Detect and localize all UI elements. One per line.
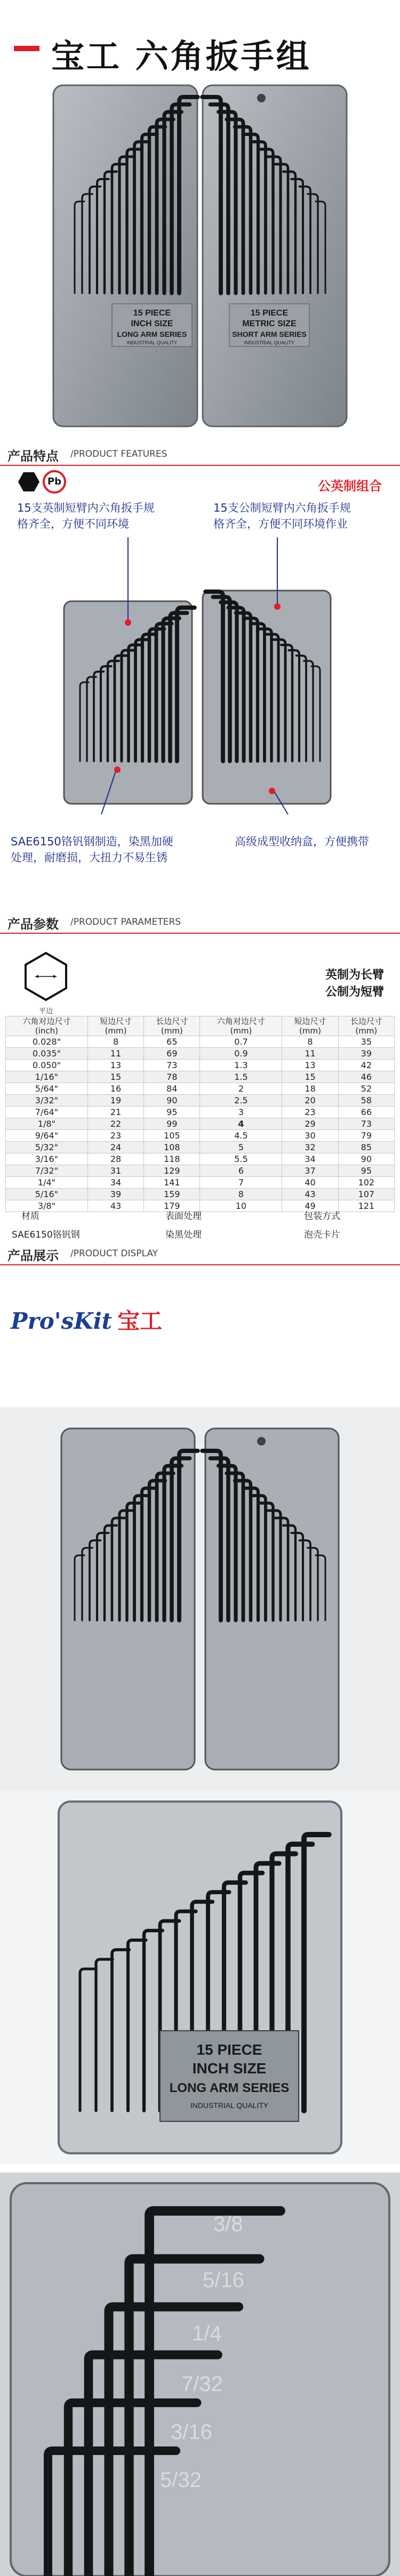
- spec-table-row: [6, 1118, 395, 1130]
- surface-value: 染黑处理: [165, 1230, 202, 1240]
- case-label-line1: 15 PIECE: [250, 309, 289, 318]
- section-title-zh: 产品特点: [7, 449, 59, 464]
- header-cell: 长边尺寸 (mm): [338, 1016, 394, 1036]
- section-header-parameters: [0, 910, 400, 934]
- spec-cell: 49: [282, 1200, 338, 1212]
- spec-cell: 95: [144, 1107, 200, 1118]
- spec-cell: 46: [338, 1071, 394, 1083]
- features-panel: [0, 468, 400, 910]
- spec-table-row: [6, 1048, 395, 1060]
- spec-cell: 18: [282, 1083, 338, 1095]
- note-line: 15支英制短臂内六角扳手规: [17, 502, 155, 514]
- section-title-en: /PRODUCT FEATURES: [70, 449, 167, 459]
- spec-cell: 5/16": [6, 1189, 88, 1200]
- hex-size-diagram: [19, 950, 73, 1015]
- proskit-logo: [11, 1304, 162, 1336]
- spec-cell: 5/64": [6, 1083, 88, 1095]
- spec-cell: 0.035": [6, 1048, 88, 1060]
- spec-cell: 30: [282, 1130, 338, 1142]
- spec-cell: 0.9: [200, 1048, 282, 1060]
- spec-cell: 13: [87, 1060, 143, 1071]
- case-label-line4: INDUSTRIAL QUALITY: [126, 340, 178, 345]
- section-header-display: [0, 1242, 400, 1265]
- callout-dot: [269, 788, 275, 794]
- spec-cell: 7/32": [6, 1165, 88, 1177]
- spec-cell: 43: [282, 1189, 338, 1200]
- note-metric-set: [213, 500, 351, 532]
- spec-cell: 35: [338, 1036, 394, 1048]
- note-line: 格齐全，方便不同环境: [17, 518, 129, 530]
- material-value-row: [5, 1224, 395, 1242]
- spec-cell: 102: [338, 1177, 394, 1189]
- display-photo-closed-case: [0, 1791, 400, 2164]
- spec-cell: 108: [144, 1142, 200, 1153]
- header-cell: 短边尺寸 (mm): [87, 1016, 143, 1036]
- spec-cell: 129: [144, 1165, 200, 1177]
- spec-cell: 179: [144, 1200, 200, 1212]
- spec-cell: 34: [282, 1153, 338, 1165]
- callout-dot: [114, 766, 121, 773]
- spec-cell: 39: [338, 1048, 394, 1060]
- header-cell: 长边尺寸 (mm): [144, 1016, 200, 1036]
- spec-cell: 107: [338, 1189, 394, 1200]
- note-line: 处理，耐磨损，大扭力不易生锈: [11, 851, 167, 864]
- spec-cell: 0.050": [6, 1060, 88, 1071]
- spec-cell: 37: [282, 1165, 338, 1177]
- spec-cell: 3/8": [6, 1200, 88, 1212]
- material-value: SAE6150铬钒钢: [12, 1230, 80, 1240]
- closed-card-line4: INDUSTRIAL QUALITY: [190, 2101, 269, 2110]
- spec-cell: 84: [144, 1083, 200, 1095]
- spec-cell: 32: [282, 1142, 338, 1153]
- case-label-line4: INDUSTRIAL QUALITY: [244, 340, 295, 345]
- closeup-mark: 5/16: [203, 2268, 244, 2292]
- page-header: [0, 0, 400, 80]
- spec-cell: 65: [144, 1036, 200, 1048]
- spec-table-row: [6, 1036, 395, 1048]
- section-header-features: [0, 442, 400, 466]
- spec-cell: 5: [200, 1142, 282, 1153]
- section-title-en: /PRODUCT PARAMETERS: [70, 917, 181, 927]
- hex-outline-icon: [19, 950, 73, 1003]
- spec-cell: 3: [200, 1107, 282, 1118]
- spec-cell: 15: [282, 1071, 338, 1083]
- section-title-en: /PRODUCT DISPLAY: [70, 1248, 158, 1259]
- spec-cell: 23: [282, 1107, 338, 1118]
- spec-cell: 58: [338, 1095, 394, 1107]
- spec-cell: 11: [282, 1048, 338, 1060]
- spec-table-row: [6, 1142, 395, 1153]
- spec-cell: 99: [144, 1118, 200, 1130]
- display-photo-open-case: [0, 1407, 400, 1791]
- material-header-row: [5, 1205, 395, 1223]
- spec-table-row: [6, 1071, 395, 1083]
- spec-cell: 15: [87, 1071, 143, 1083]
- header-cell: 短边尺寸 (mm): [282, 1016, 338, 1036]
- spec-cell: 141: [144, 1177, 200, 1189]
- closeup-mark: 7/32: [181, 2372, 223, 2396]
- spec-cell: 7: [200, 1177, 282, 1189]
- spec-cell: 5/32": [6, 1142, 88, 1153]
- spec-cell: 1/8": [6, 1118, 88, 1130]
- case-label-line3: SHORT ARM SERIES: [232, 330, 307, 338]
- spec-cell: 79: [338, 1130, 394, 1142]
- param-note-metric: 公制为短臂: [325, 986, 384, 999]
- spec-cell: 73: [338, 1118, 394, 1130]
- spec-cell: 1.3: [200, 1060, 282, 1071]
- callout-dot: [125, 619, 131, 626]
- param-note-inch: 英制为长臂: [325, 968, 384, 982]
- hex-icon: [18, 471, 39, 492]
- spec-cell: 66: [338, 1107, 394, 1118]
- spec-table-row: [6, 1165, 395, 1177]
- closeup-mark: 3/8: [213, 2212, 243, 2236]
- spec-cell: 1/16": [6, 1071, 88, 1083]
- spec-cell: 6: [200, 1165, 282, 1177]
- header-cell: 六角对边尺寸 (mm): [200, 1016, 282, 1036]
- surface-header: 表面处理: [165, 1211, 202, 1222]
- spec-cell: 90: [338, 1153, 394, 1165]
- lead-free-icon: Pb: [43, 470, 66, 494]
- spec-cell: 4: [200, 1118, 282, 1130]
- spec-cell: 52: [338, 1083, 394, 1095]
- spec-cell: 5.5: [200, 1153, 282, 1165]
- spec-cell: 1.5: [200, 1071, 282, 1083]
- spec-cell: 42: [338, 1060, 394, 1071]
- spec-cell: 95: [338, 1165, 394, 1177]
- spec-cell: 118: [144, 1153, 200, 1165]
- spec-table-row: [6, 1107, 395, 1118]
- page-title: 宝工 六角扳手组: [51, 37, 311, 76]
- parameters-panel: [0, 936, 400, 1240]
- section-title-zh: 产品展示: [7, 1248, 59, 1263]
- spec-cell: 28: [87, 1153, 143, 1165]
- spec-table-row: [6, 1083, 395, 1095]
- closeup-mark: 3/16: [171, 2420, 212, 2444]
- closeup-image: [0, 2173, 400, 2576]
- spec-table-row: [6, 1060, 395, 1071]
- note-inch-set: [17, 500, 155, 532]
- case-label-line1: 15 PIECE: [133, 309, 171, 318]
- logo-text-en: Pro'sKit: [11, 1308, 113, 1334]
- spec-cell: 73: [144, 1060, 200, 1071]
- spec-table-row: [6, 1095, 395, 1107]
- package-value: 泡壳卡片: [304, 1230, 340, 1240]
- note-case: [235, 834, 369, 850]
- spec-cell: 16: [87, 1083, 143, 1095]
- section-title-zh: 产品参数: [7, 917, 59, 932]
- spec-cell: 8: [87, 1036, 143, 1048]
- note-material: [11, 834, 173, 866]
- spec-table-row: [6, 1177, 395, 1189]
- diagram-caption: 平边: [38, 1007, 53, 1015]
- spec-cell: 3/32": [6, 1095, 88, 1107]
- logo-text-zh: 宝工: [117, 1308, 163, 1334]
- spec-cell: 39: [87, 1189, 143, 1200]
- feature-case-image: [43, 537, 357, 814]
- spec-table: [5, 1016, 395, 1212]
- spec-cell: 1/4": [6, 1177, 88, 1189]
- spec-cell: 0.7: [200, 1036, 282, 1048]
- spec-cell: 9/64": [6, 1130, 88, 1142]
- display-photo-closeup: [0, 2173, 400, 2576]
- spec-cell: 21: [87, 1107, 143, 1118]
- spec-cell: 20: [282, 1095, 338, 1107]
- spec-cell: 10: [200, 1200, 282, 1212]
- spec-cell: 90: [144, 1095, 200, 1107]
- spec-cell: 34: [87, 1177, 143, 1189]
- spec-cell: 3/16": [6, 1153, 88, 1165]
- spec-cell: 7/64": [6, 1107, 88, 1118]
- hex-key-case-image: [0, 80, 400, 442]
- closeup-mark: 1/4: [192, 2322, 222, 2345]
- feature-tag: 公英制组合: [318, 479, 382, 494]
- material-header: 材质: [21, 1211, 39, 1222]
- spec-cell: 2.5: [200, 1095, 282, 1107]
- open-case-image: [0, 1407, 400, 1791]
- package-header: 包装方式: [304, 1211, 340, 1222]
- case-label-line2: INCH SIZE: [131, 319, 173, 328]
- spec-cell: 23: [87, 1130, 143, 1142]
- closed-card-line2: INCH SIZE: [192, 2060, 267, 2077]
- spec-table-row: [6, 1189, 395, 1200]
- closed-card-line3: LONG ARM SERIES: [169, 2081, 290, 2095]
- spec-cell: 24: [87, 1142, 143, 1153]
- spec-cell: 105: [144, 1130, 200, 1142]
- title-accent-bar: [14, 46, 39, 51]
- spec-cell: 78: [144, 1071, 200, 1083]
- spec-cell: 121: [338, 1200, 394, 1212]
- spec-cell: 13: [282, 1060, 338, 1071]
- spec-cell: 2: [200, 1083, 282, 1095]
- hero-photo: [0, 80, 400, 442]
- spec-table-header-row: [6, 1016, 395, 1036]
- note-line: 格齐全，方便不同环境作业: [213, 518, 348, 530]
- spec-cell: 159: [144, 1189, 200, 1200]
- note-line: SAE6150铬钒钢制造，染黑加硬: [11, 835, 173, 848]
- case-label-line3: LONG ARM SERIES: [117, 330, 187, 338]
- spec-cell: 85: [338, 1142, 394, 1153]
- closed-case-image: [0, 1791, 400, 2164]
- spec-cell: 8: [200, 1189, 282, 1200]
- spec-cell: 69: [144, 1048, 200, 1060]
- spec-cell: 29: [282, 1118, 338, 1130]
- spec-cell: 4.5: [200, 1130, 282, 1142]
- spec-cell: 0.028": [6, 1036, 88, 1048]
- header-cell: 六角对边尺寸 (inch): [6, 1016, 88, 1036]
- spec-cell: 22: [87, 1118, 143, 1130]
- case-label-line2: METRIC SIZE: [242, 319, 297, 328]
- spec-cell: 8: [282, 1036, 338, 1048]
- closed-card-line1: 15 PIECE: [196, 2041, 262, 2058]
- spec-cell: 11: [87, 1048, 143, 1060]
- spec-table-row: [6, 1130, 395, 1142]
- spec-cell: 19: [87, 1095, 143, 1107]
- note-line: 高级成型收纳盒，方便携带: [235, 835, 369, 848]
- note-line: 15支公制短臂内六角扳手规: [213, 502, 351, 514]
- spec-table-row: [6, 1153, 395, 1165]
- spec-cell: 31: [87, 1165, 143, 1177]
- callout-dot: [274, 603, 281, 610]
- spec-cell: 43: [87, 1200, 143, 1212]
- spec-cell: 40: [282, 1177, 338, 1189]
- closeup-mark: 5/32: [160, 2468, 202, 2492]
